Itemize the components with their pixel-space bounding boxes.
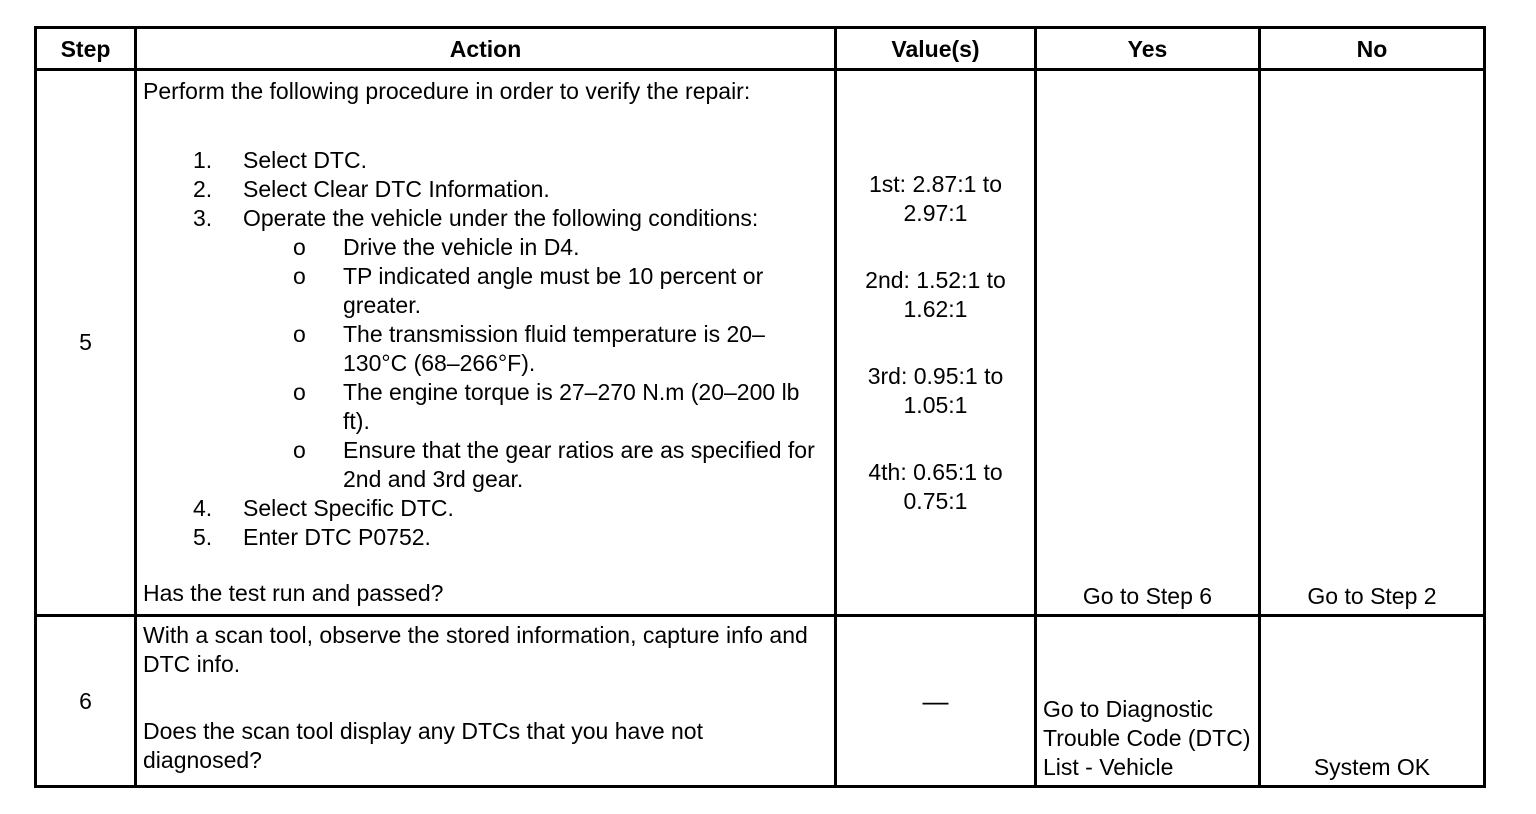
bullet-marker: o bbox=[293, 321, 306, 347]
gear-ratio-value: 4th: 0.65:1 to 0.75:1 bbox=[868, 458, 1003, 514]
procedure-step bbox=[143, 523, 828, 552]
step-number: 5 bbox=[36, 70, 136, 616]
procedure-step bbox=[143, 204, 828, 233]
condition-item bbox=[143, 320, 828, 378]
step-text: Select Clear DTC Information. bbox=[243, 176, 550, 202]
step-text: Operate the vehicle under the following conditions: bbox=[243, 205, 759, 231]
step-text: Select DTC. bbox=[243, 147, 367, 173]
bullet-marker: o bbox=[293, 379, 306, 405]
action-question: Does the scan tool display any DTCs that you have not diagnosed? bbox=[143, 718, 703, 773]
step-index: 3. bbox=[193, 205, 213, 231]
bullet-marker: o bbox=[293, 263, 306, 289]
gear-ratio-value: 1st: 2.87:1 to 2.97:1 bbox=[869, 170, 1002, 226]
header-no: No bbox=[1260, 28, 1485, 70]
step-index: 5. bbox=[193, 524, 213, 550]
procedure-step bbox=[143, 494, 828, 523]
condition-text: The engine torque is 27–270 N.m (20–200 lb ft). bbox=[343, 379, 800, 434]
no-cell: Go to Step 2 bbox=[1260, 70, 1485, 616]
diagnostic-table-frame bbox=[34, 26, 1483, 786]
header-action: Action bbox=[136, 28, 836, 70]
bullet-marker: o bbox=[293, 234, 306, 260]
gear-ratio-value: 3rd: 0.95:1 to 1.05:1 bbox=[867, 362, 1004, 418]
gear-ratio-value: 2nd: 1.52:1 to 1.62:1 bbox=[865, 266, 1006, 322]
header-step: Step bbox=[36, 28, 136, 70]
yes-cell: Go to Diagnostic Trouble Code (DTC) List - Vehicle bbox=[1036, 616, 1260, 787]
action-text: With a scan tool, observe the stored information, capture info and DTC info. bbox=[143, 622, 808, 677]
step-index: 4. bbox=[193, 495, 213, 521]
step-index: 2. bbox=[193, 176, 213, 202]
header-row bbox=[36, 28, 1485, 70]
condition-text: The transmission fluid temperature is 20–130°C (68–266°F). bbox=[343, 321, 765, 376]
condition-item bbox=[143, 233, 828, 262]
yes-cell: Go to Step 6 bbox=[1036, 70, 1260, 616]
procedure-step bbox=[143, 146, 828, 175]
condition-item bbox=[143, 436, 828, 494]
action-question: Has the test run and passed? bbox=[143, 580, 444, 606]
step-index: 1. bbox=[193, 147, 213, 173]
header-values: Value(s) bbox=[836, 28, 1036, 70]
condition-text: Ensure that the gear ratios are as specified for 2nd and 3rd gear. bbox=[343, 437, 815, 492]
bullet-marker: o bbox=[293, 437, 306, 463]
header-yes: Yes bbox=[1036, 28, 1260, 70]
condition-text: TP indicated angle must be 10 percent or greater. bbox=[343, 263, 764, 318]
step-number: 6 bbox=[36, 616, 136, 787]
action-intro: Perform the following procedure in order to verify the repair: bbox=[143, 78, 751, 104]
procedure-step bbox=[143, 175, 828, 204]
diagnostic-table bbox=[34, 26, 1486, 788]
table-row-step-6 bbox=[36, 616, 1485, 787]
procedure-list bbox=[143, 146, 828, 552]
step-text: Select Specific DTC. bbox=[243, 495, 454, 521]
action-cell bbox=[136, 70, 836, 616]
table-row-step-5 bbox=[36, 70, 1485, 616]
condition-item bbox=[143, 262, 828, 320]
step-text: Enter DTC P0752. bbox=[243, 524, 431, 550]
action-cell bbox=[136, 616, 836, 787]
values-cell: — bbox=[836, 616, 1036, 787]
condition-text: Drive the vehicle in D4. bbox=[343, 234, 580, 260]
values-cell bbox=[836, 70, 1036, 616]
no-cell: System OK bbox=[1260, 616, 1485, 787]
condition-item bbox=[143, 378, 828, 436]
